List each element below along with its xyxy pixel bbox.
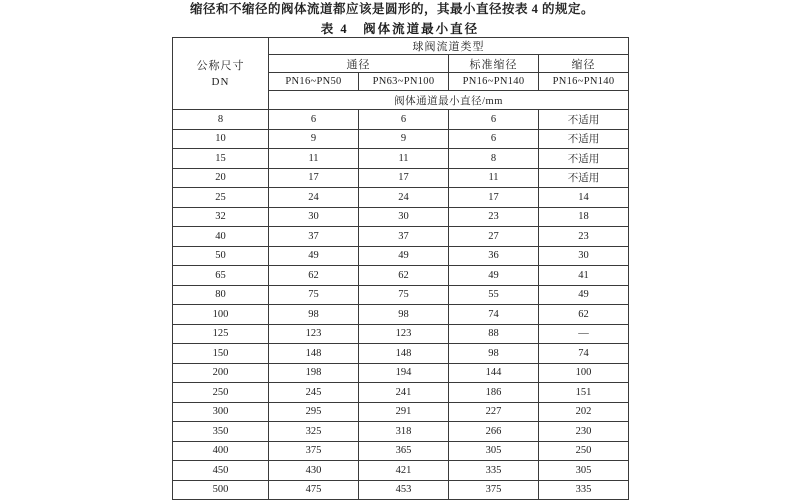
table-row (173, 305, 629, 325)
value-cell: 98 (359, 305, 449, 325)
dn-cell: 10 (173, 129, 269, 149)
value-cell: 不适用 (539, 129, 629, 149)
dn-cell: 500 (173, 480, 269, 500)
table-row (173, 324, 629, 344)
value-cell: 49 (539, 285, 629, 305)
value-cell: 186 (449, 383, 539, 403)
value-cell: 365 (359, 441, 449, 461)
value-cell: 305 (449, 441, 539, 461)
value-cell: 37 (359, 227, 449, 247)
table-row (173, 149, 629, 169)
dn-cell: 400 (173, 441, 269, 461)
value-cell: 30 (269, 207, 359, 227)
value-cell: 62 (269, 266, 359, 286)
pn-header-2: PN63~PN100 (359, 73, 449, 91)
pn-header-3: PN16~PN140 (449, 73, 539, 91)
table-row (173, 344, 629, 364)
table-row (173, 266, 629, 286)
value-cell: 291 (359, 402, 449, 422)
value-cell: 295 (269, 402, 359, 422)
value-cell: 245 (269, 383, 359, 403)
value-cell: 49 (269, 246, 359, 266)
value-cell: 325 (269, 422, 359, 442)
value-cell: 250 (539, 441, 629, 461)
dn-cell: 40 (173, 227, 269, 247)
intro-paragraph: 缩径和不缩径的阀体流道都应该是圆形的，其最小直径按表 4 的规定。 (190, 2, 595, 16)
value-cell: 318 (359, 422, 449, 442)
table-body (173, 110, 629, 500)
header-row-group (173, 38, 629, 55)
value-cell: 151 (539, 383, 629, 403)
value-cell: 30 (359, 207, 449, 227)
value-cell: 375 (269, 441, 359, 461)
value-cell: 266 (449, 422, 539, 442)
value-cell: 305 (539, 461, 629, 481)
dn-cell: 250 (173, 383, 269, 403)
value-cell: 41 (539, 266, 629, 286)
value-cell: 55 (449, 285, 539, 305)
value-cell: 198 (269, 363, 359, 383)
value-cell: 430 (269, 461, 359, 481)
value-cell: 36 (449, 246, 539, 266)
dn-cell: 25 (173, 188, 269, 208)
dn-cell: 8 (173, 110, 269, 130)
value-cell: — (539, 324, 629, 344)
corner-header-cell (173, 38, 269, 110)
dn-cell: 450 (173, 461, 269, 481)
value-cell: 227 (449, 402, 539, 422)
value-cell: 11 (269, 149, 359, 169)
type-header-standard-reduced: 标准缩径 (449, 55, 539, 73)
corner-header-line2: DN (211, 75, 230, 88)
value-cell: 88 (449, 324, 539, 344)
value-cell: 6 (359, 110, 449, 130)
table-row (173, 188, 629, 208)
value-cell: 17 (449, 188, 539, 208)
value-cell: 37 (269, 227, 359, 247)
value-cell: 9 (359, 129, 449, 149)
value-cell: 375 (449, 480, 539, 500)
value-cell: 75 (359, 285, 449, 305)
value-cell: 18 (539, 207, 629, 227)
value-cell: 75 (269, 285, 359, 305)
table-row (173, 110, 629, 130)
value-cell: 17 (359, 168, 449, 188)
dn-cell: 200 (173, 363, 269, 383)
value-cell: 148 (269, 344, 359, 364)
value-cell: 335 (449, 461, 539, 481)
value-cell: 11 (449, 168, 539, 188)
unit-header-cell: 阀体通道最小直径/mm (269, 91, 629, 110)
flow-diameter-table (172, 37, 629, 500)
value-cell: 241 (359, 383, 449, 403)
value-cell: 475 (269, 480, 359, 500)
value-cell: 421 (359, 461, 449, 481)
dn-cell: 50 (173, 246, 269, 266)
value-cell: 453 (359, 480, 449, 500)
dn-cell: 80 (173, 285, 269, 305)
table-row (173, 207, 629, 227)
table-row (173, 402, 629, 422)
dn-cell: 125 (173, 324, 269, 344)
value-cell: 123 (359, 324, 449, 344)
value-cell: 230 (539, 422, 629, 442)
value-cell: 9 (269, 129, 359, 149)
table-row (173, 129, 629, 149)
type-header-reduced: 缩径 (539, 55, 629, 73)
value-cell: 98 (269, 305, 359, 325)
pn-header-4: PN16~PN140 (539, 73, 629, 91)
value-cell: 23 (449, 207, 539, 227)
value-cell: 62 (359, 266, 449, 286)
value-cell: 202 (539, 402, 629, 422)
value-cell: 14 (539, 188, 629, 208)
value-cell: 23 (539, 227, 629, 247)
table-row (173, 383, 629, 403)
dn-cell: 65 (173, 266, 269, 286)
table-caption: 表 4 阀体流道最小直径 (320, 22, 480, 36)
table-row (173, 363, 629, 383)
table-row (173, 246, 629, 266)
value-cell: 30 (539, 246, 629, 266)
dn-cell: 350 (173, 422, 269, 442)
value-cell: 不适用 (539, 149, 629, 169)
table-row (173, 168, 629, 188)
table-row (173, 285, 629, 305)
value-cell: 不适用 (539, 110, 629, 130)
table-row (173, 227, 629, 247)
value-cell: 49 (449, 266, 539, 286)
value-cell: 6 (269, 110, 359, 130)
value-cell: 17 (269, 168, 359, 188)
dn-cell: 100 (173, 305, 269, 325)
dn-cell: 15 (173, 149, 269, 169)
value-cell: 49 (359, 246, 449, 266)
table-row (173, 480, 629, 500)
value-cell: 6 (449, 129, 539, 149)
value-cell: 144 (449, 363, 539, 383)
value-cell: 24 (269, 188, 359, 208)
value-cell: 98 (449, 344, 539, 364)
value-cell: 不适用 (539, 168, 629, 188)
value-cell: 100 (539, 363, 629, 383)
corner-header-line1: 公称尺寸 (196, 59, 245, 72)
value-cell: 24 (359, 188, 449, 208)
value-cell: 74 (539, 344, 629, 364)
value-cell: 11 (359, 149, 449, 169)
dn-cell: 150 (173, 344, 269, 364)
value-cell: 6 (449, 110, 539, 130)
value-cell: 335 (539, 480, 629, 500)
dn-cell: 20 (173, 168, 269, 188)
value-cell: 27 (449, 227, 539, 247)
value-cell: 62 (539, 305, 629, 325)
table-row (173, 422, 629, 442)
table-row (173, 441, 629, 461)
value-cell: 74 (449, 305, 539, 325)
value-cell: 123 (269, 324, 359, 344)
type-header-full-bore: 通径 (269, 55, 449, 73)
table-row (173, 461, 629, 481)
dn-cell: 32 (173, 207, 269, 227)
value-cell: 194 (359, 363, 449, 383)
value-cell: 148 (359, 344, 449, 364)
dn-cell: 300 (173, 402, 269, 422)
value-cell: 8 (449, 149, 539, 169)
pn-header-1: PN16~PN50 (269, 73, 359, 91)
group-header-cell: 球阀流道类型 (269, 38, 629, 55)
